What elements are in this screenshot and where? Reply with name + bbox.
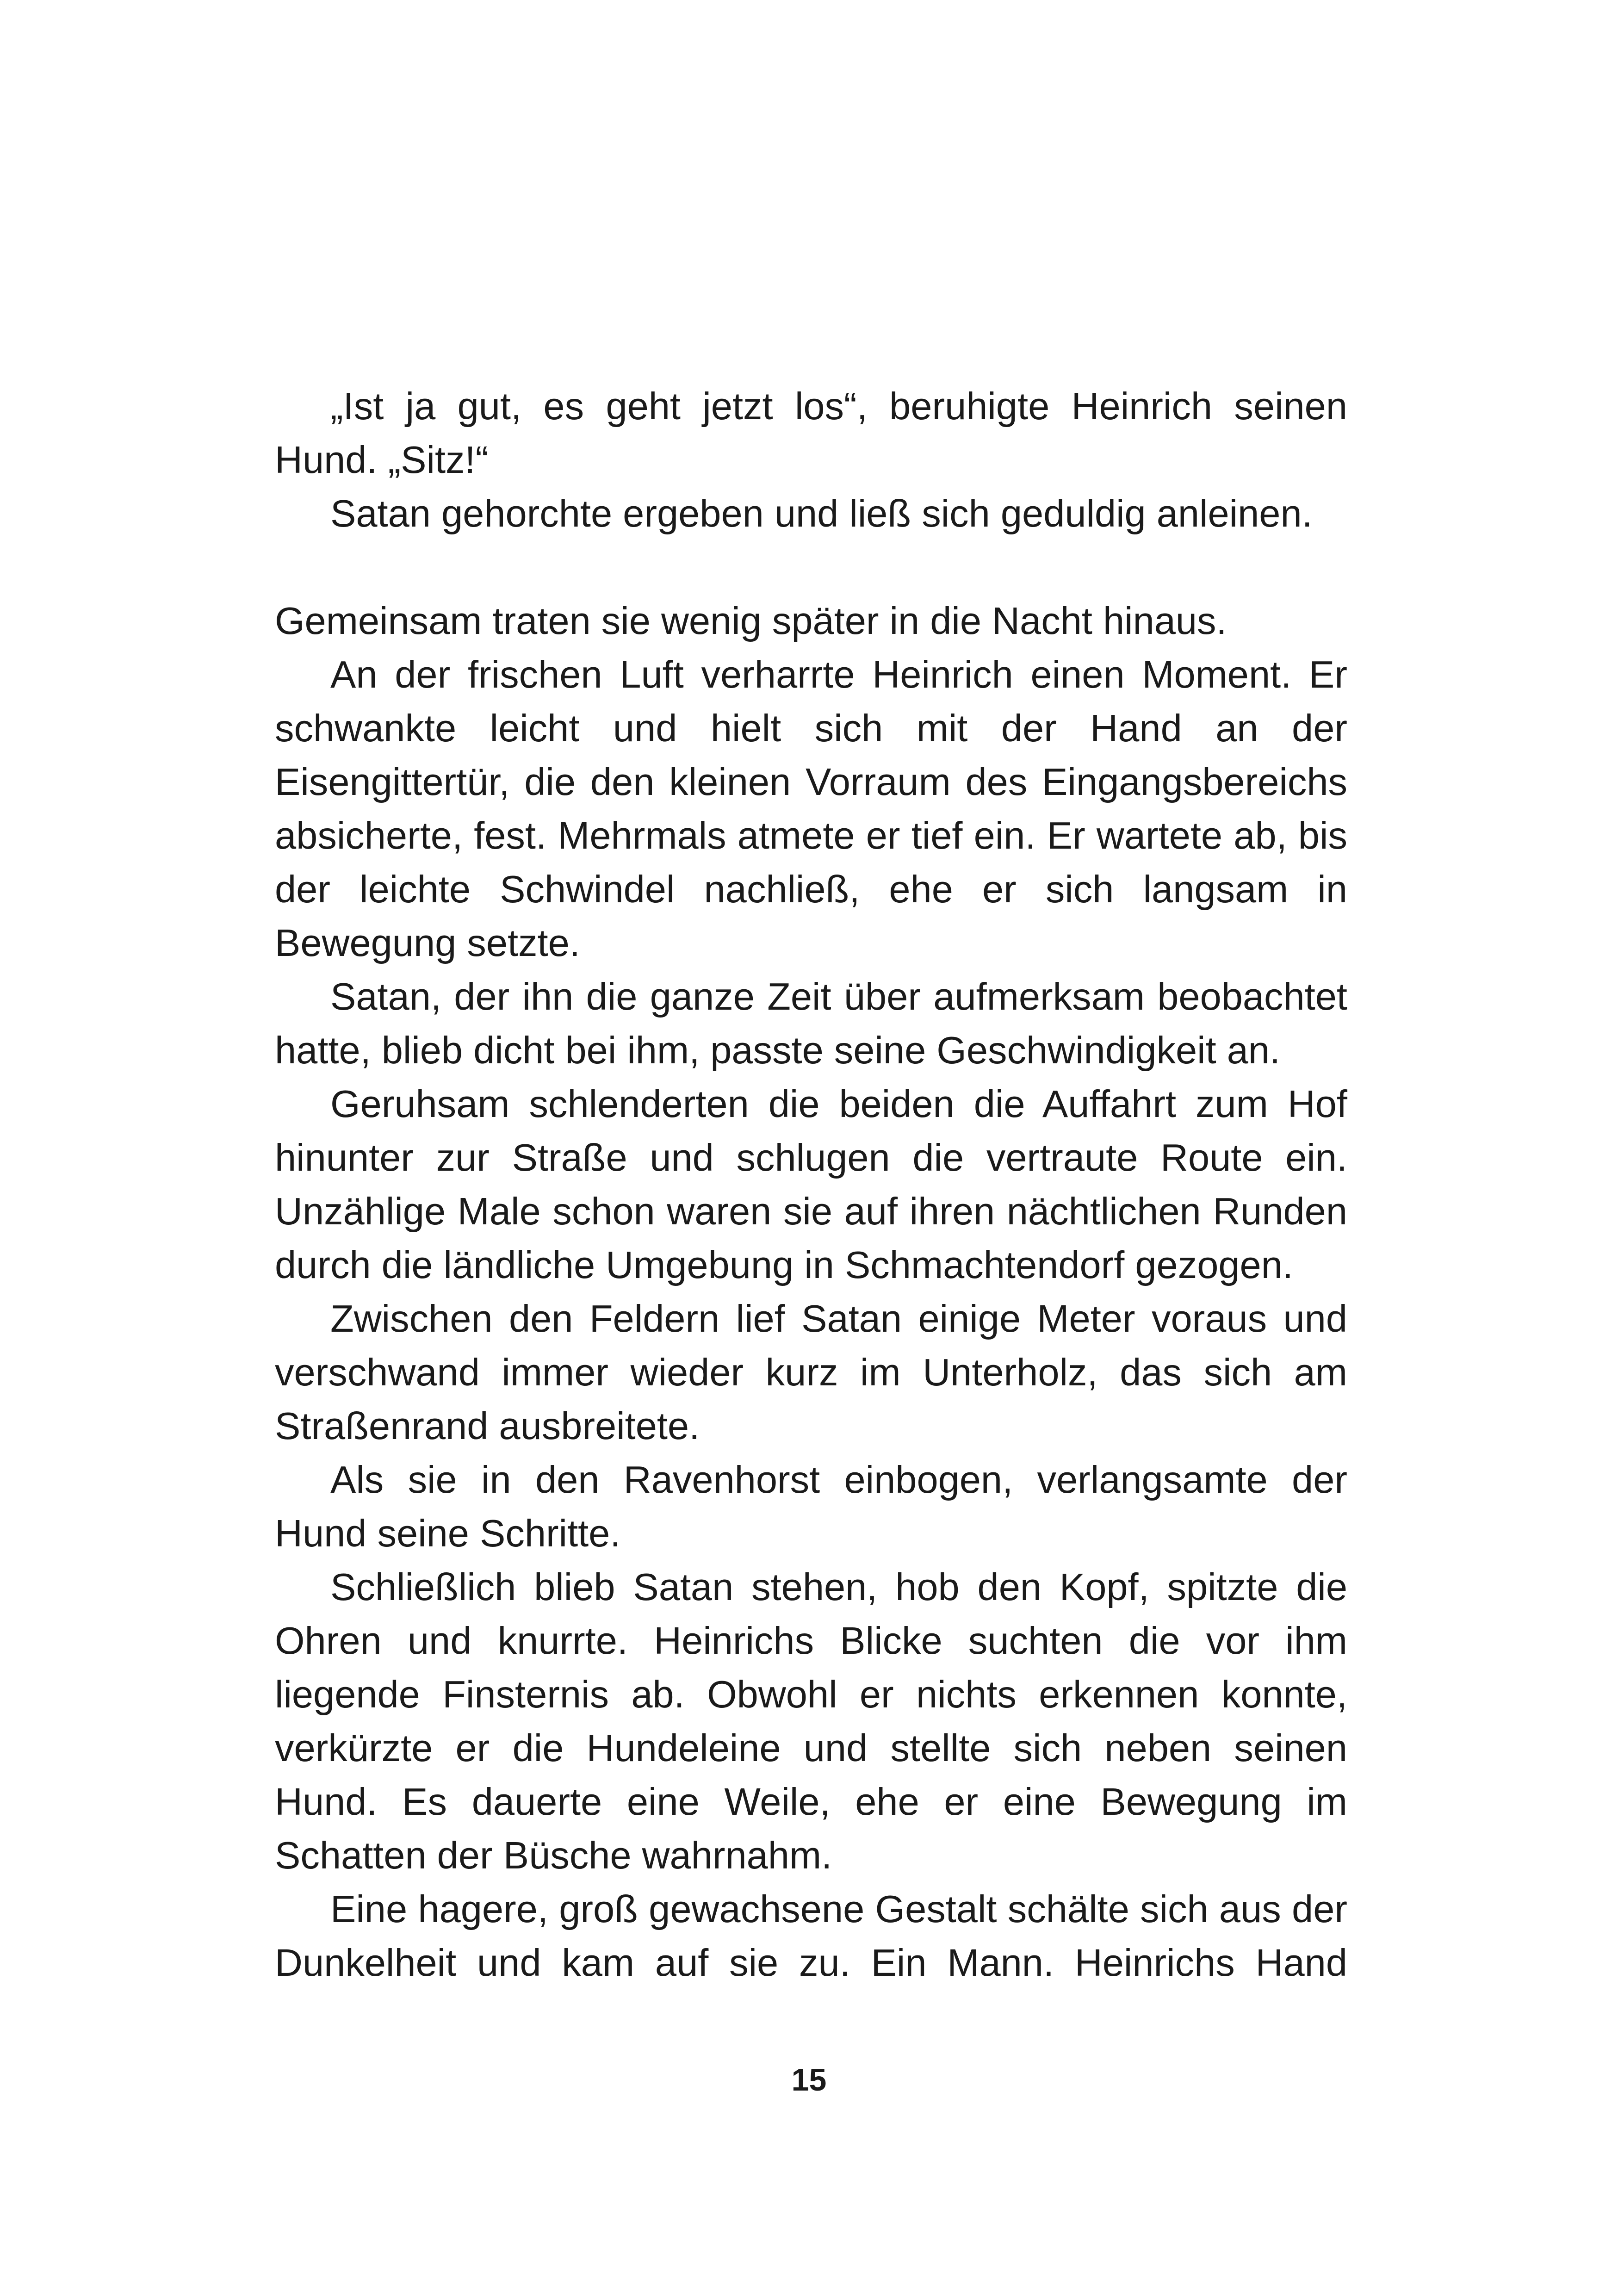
paragraph: Eine hagere, groß gewachsene Gestalt schälte sich aus der Dunkelheit und kam auf sie zu. Ein Mann. Heinrichs Hand [275,1887,1347,1984]
paragraph: Schließlich blieb Satan stehen, hob den Kopf, spitzte die Ohren und knurrte. Heinrichs Blicke suchten die vor ihm liegende Finsternis ab. Obwohl er nichts erkennen konnte, verkürzte er die Hundeleine und stellte sich neben seinen Hund. Es dauerte eine Weile, ehe er eine Bewegung im Schatten der Büsche wahrnahm. [275,1565,1347,1877]
paragraph: Zwischen den Feldern lief Satan einige Meter voraus und verschwand immer wieder kurz im Unterholz, das sich am Straßenrand ausbreitete. [275,1297,1347,1447]
paragraph: An der frischen Luft verharrte Heinrich einen Moment. Er schwankte leicht und hielt sich mit der Hand an der Eisengittertür, die den kleinen Vorraum des Eingangsbereichs absicherte, fest. Mehrmals atmete er tief ein. Er wartete ab, bis der leichte Schwindel nachließ, ehe er sich langsam in Bewegung setzte. [275,653,1347,964]
body-text [275,379,1347,1990]
section-break [275,540,1347,594]
paragraph: „Ist ja gut, es geht jetzt los“, beruhigte Heinrich seinen Hund. „Sitz!“ [275,385,1347,481]
paragraph: Satan gehorchte ergeben und ließ sich geduldig anleinen. [330,492,1313,535]
paragraph: Gemeinsam traten sie wenig später in die Nacht hinaus. [275,599,1227,642]
page-number: 15 [791,2062,827,2097]
paragraph: Geruhsam schlenderten die beiden die Auffahrt zum Hof hinunter zur Straße und schlugen die vertraute Route ein. Unzählige Male schon waren sie auf ihren nächtlichen Runden durch die ländliche Umgebung in Schmachtendorf gezogen. [275,1082,1347,1286]
paragraph: Satan, der ihn die ganze Zeit über aufmerksam beobachtet hatte, blieb dicht bei ihm, passte seine Geschwindigkeit an. [275,975,1347,1072]
paragraph: Als sie in den Ravenhorst einbogen, verlangsamte der Hund seine Schritte. [275,1458,1347,1555]
